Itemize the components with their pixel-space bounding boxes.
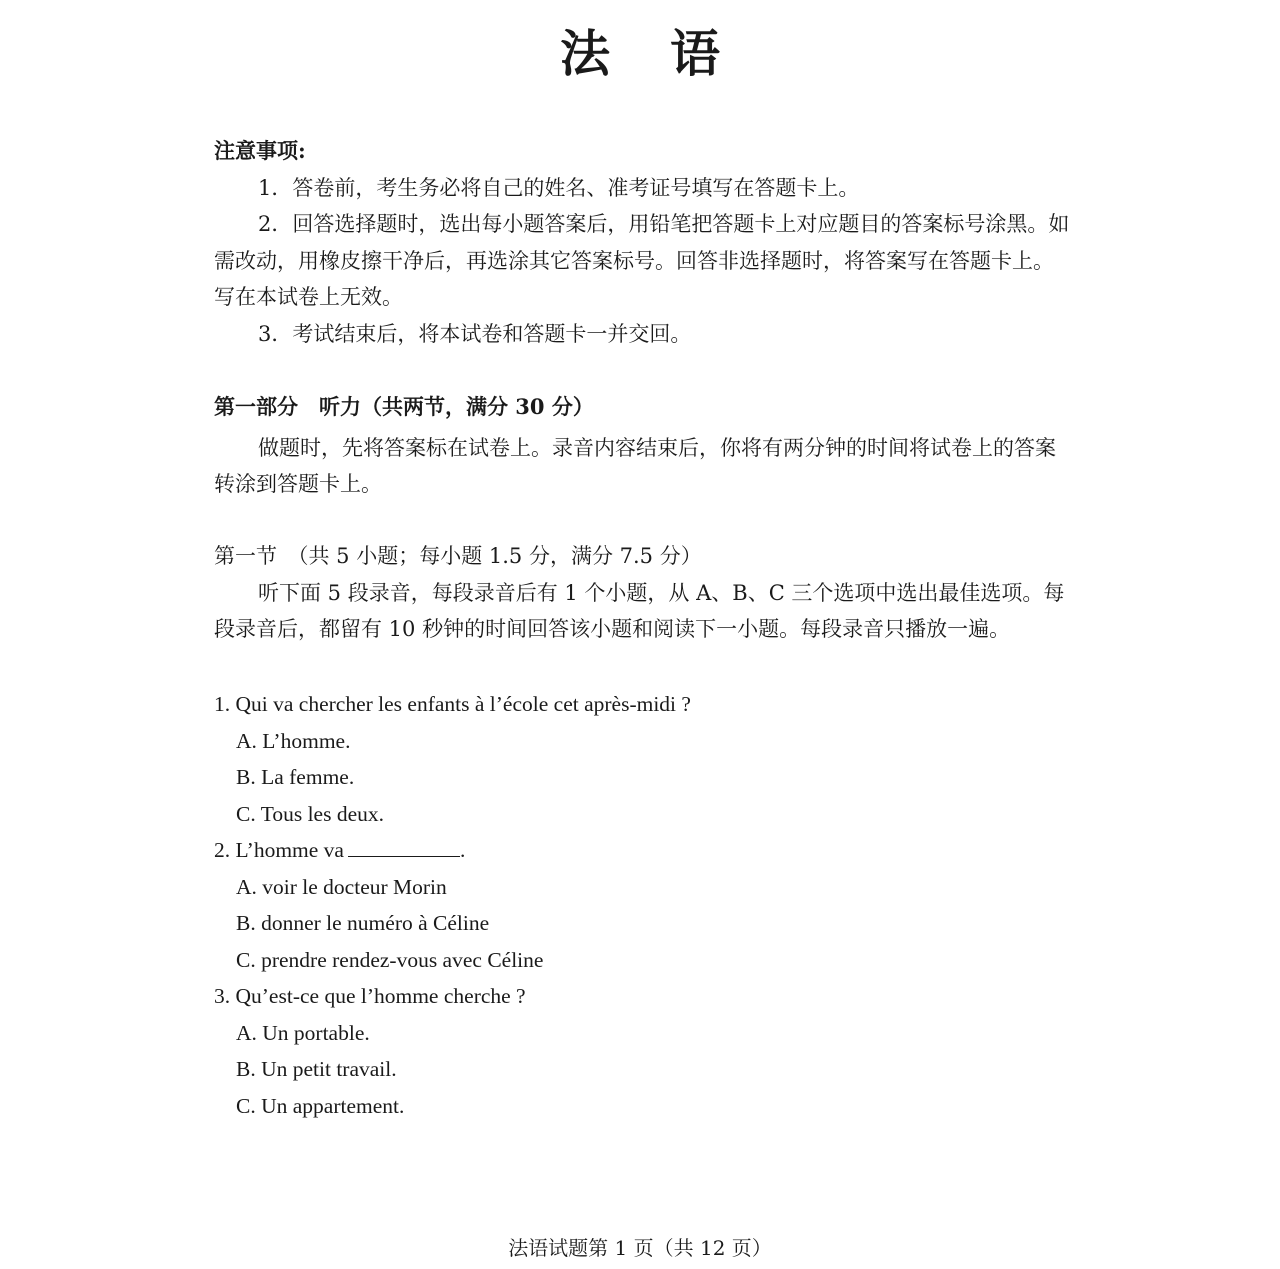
question-2-stem-end: . xyxy=(459,838,466,862)
notice-item-2: 2．回答选择题时，选出每小题答案后，用铅笔把答题卡上对应题目的答案标号涂黑。如需改动，用橡皮擦干净后，再选涂其它答案标号。回答非选择题时，将答案写在答题卡上。写在本试卷上无效。 xyxy=(214,212,1070,309)
question-3-option-c: C. Un appartement. xyxy=(236,1094,405,1118)
question-2-option-c: C. prendre rendez-vous avec Céline xyxy=(236,948,544,972)
question-1-option-b: B. La femme. xyxy=(236,765,355,789)
question-2-stem: 2. L’homme va xyxy=(214,838,344,862)
question-2-option-a: A. voir le docteur Morin xyxy=(236,875,447,899)
question-1-option-a: A. L’homme. xyxy=(236,729,351,753)
question-3-stem: 3. Qu’est-ce que l’homme cherche ? xyxy=(214,984,526,1008)
question-2-stem-line xyxy=(214,835,465,865)
question-1-option-c: C. Tous les deux. xyxy=(236,802,385,826)
part1-instruction: 做题时，先将答案标在试卷上。录音内容结束后，你将有两分钟的时间将试卷上的答案转涂到答题卡上。 xyxy=(214,435,1056,496)
part1-section xyxy=(214,389,1070,503)
question-3-option-b: B. Un petit travail. xyxy=(236,1057,397,1081)
question-2-option-b: B. donner le numéro à Céline xyxy=(236,911,490,935)
question-1-stem: 1. Qui va chercher les enfants à l’école cet après-midi ? xyxy=(214,692,691,716)
notice-item-1: 1．答卷前，考生务必将自己的姓名、准考证号填写在答题卡上。 xyxy=(258,175,860,200)
part1-heading: 第一部分 听力（共两节，满分 30 分） xyxy=(214,394,594,419)
question-3-option-a: A. Un portable. xyxy=(236,1021,370,1045)
section1-heading: 第一节 （共 5 小题；每小题 1.5 分，满分 7.5 分） xyxy=(214,544,702,568)
notice-section xyxy=(214,133,1070,352)
section1 xyxy=(214,538,1070,648)
notice-item-3: 3．考试结束后，将本试卷和答题卡一并交回。 xyxy=(258,321,692,346)
section1-instruction: 听下面 5 段录音，每段录音后有 1 个小题，从 A、B、C 三个选项中选出最佳选项。每段录音后，都留有 10 秒钟的时间回答该小题和阅读下一小题。每段录音只播放一遍。 xyxy=(214,580,1065,641)
notice-heading: 注意事项: xyxy=(214,138,306,163)
page-title: 法语 xyxy=(560,24,780,83)
page-footer: 法语试题第 1 页（共 12 页） xyxy=(508,1236,772,1260)
answer-blank xyxy=(348,836,460,857)
